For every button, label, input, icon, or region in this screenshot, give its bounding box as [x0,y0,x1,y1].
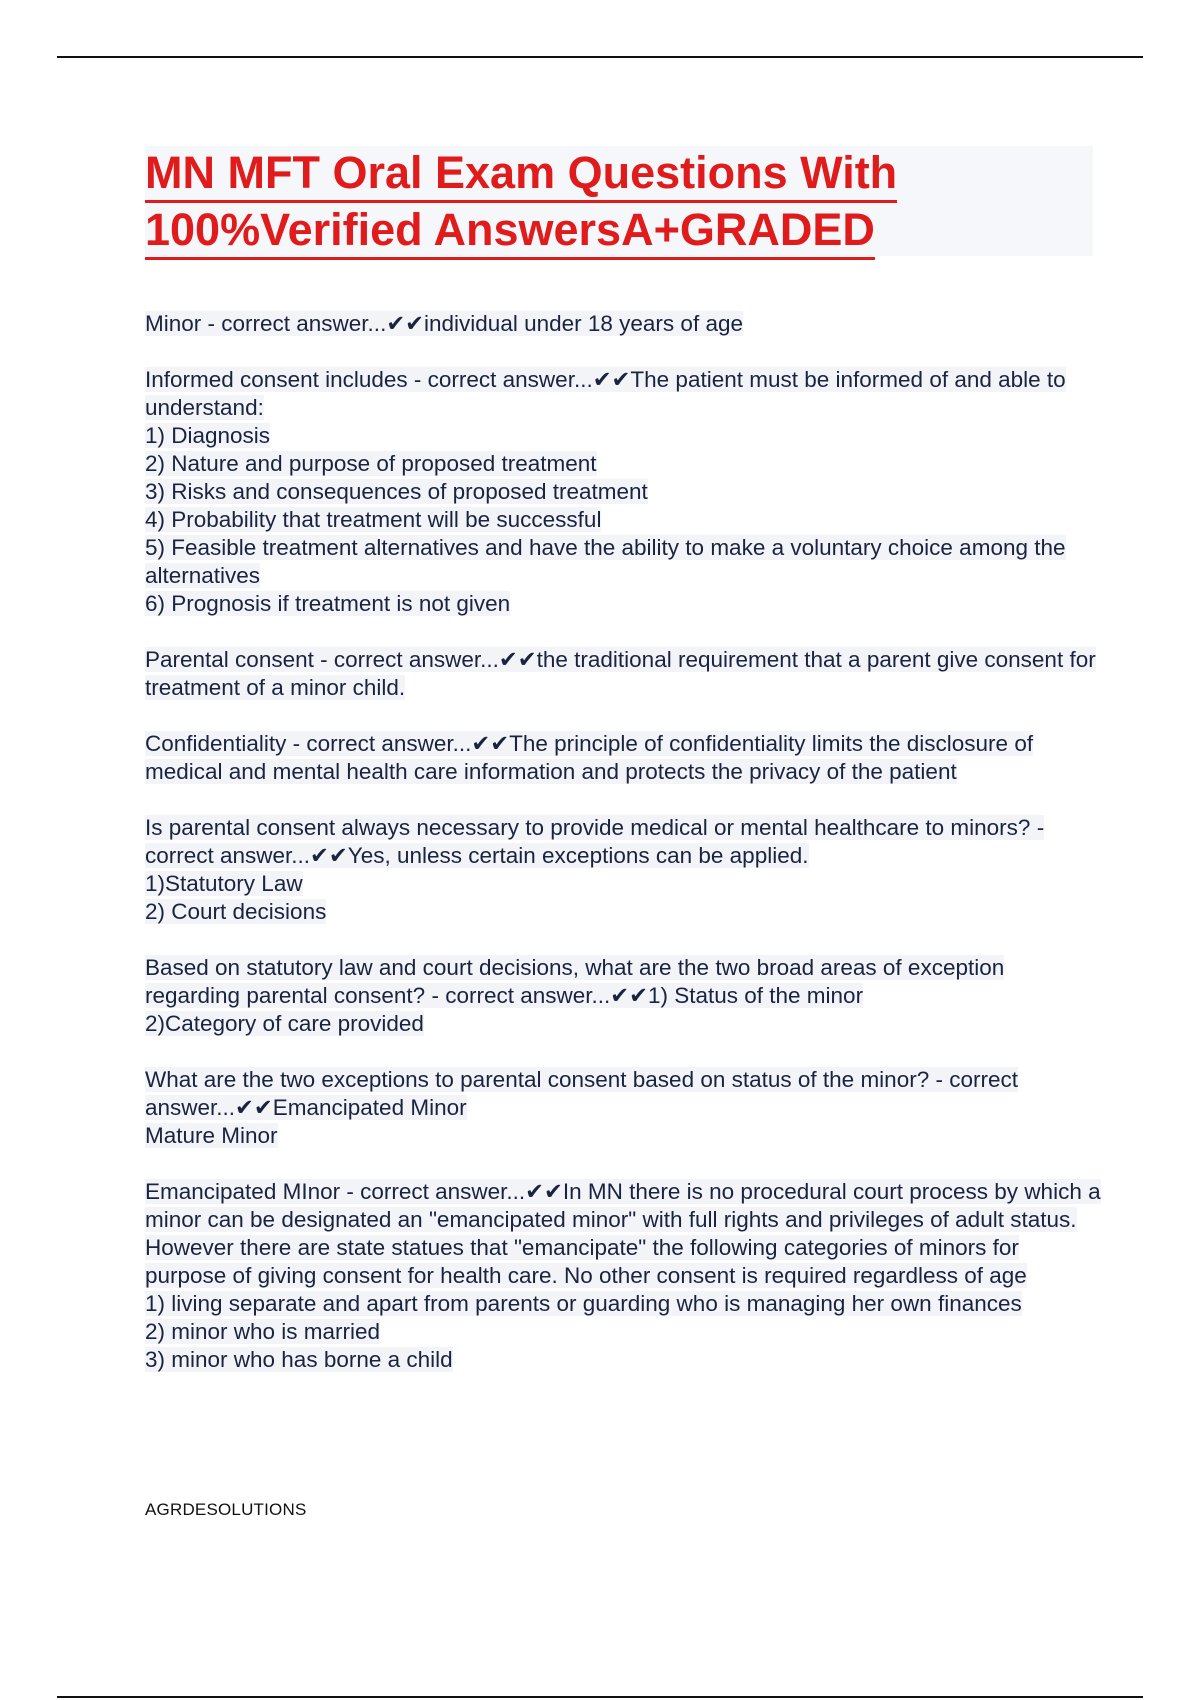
qa-list-item: 5) Feasible treatment alternatives and have the ability to make a voluntary choice among the alternatives [145,535,1066,588]
qa-list-item: 4) Probability that treatment will be successful [145,507,602,532]
qa-text: Emancipated MInor - correct answer...✔✔In MN there is no procedural court process by which a minor can be designated an "emancipated minor" with full rights and privileges of adult status. However there are state statues that "emancipate" the following categories of minors for purpose of giving consent for health care. No other consent is required regardless of age [145,1179,1101,1288]
bottom-rule [57,1696,1143,1698]
qa-list-item: 6) Prognosis if treatment is not given [145,591,511,616]
qa-item [145,310,1105,338]
qa-list-item: Mature Minor [145,1123,278,1148]
qa-item [145,1066,1105,1150]
qa-item [145,814,1105,926]
document-title [145,146,1093,256]
qa-list [145,310,1105,1402]
qa-text: Is parental consent always necessary to provide medical or mental healthcare to minors? - correct answer...✔✔Yes, unless certain exceptions can be applied. [145,815,1045,868]
qa-list-item: 2)Category of care provided [145,1011,424,1036]
qa-list-item: 1)Statutory Law [145,871,303,896]
footer-watermark: AGRDESOLUTIONS [145,1500,307,1519]
top-rule [57,56,1143,58]
qa-text: What are the two exceptions to parental consent based on status of the minor? - correct answer...✔✔Emancipated Minor [145,1067,1018,1120]
qa-item [145,730,1105,786]
qa-item [145,646,1105,702]
qa-item [145,366,1105,618]
qa-list-item: 3) Risks and consequences of proposed treatment [145,479,648,504]
title-line-1: MN MFT Oral Exam Questions With [145,146,897,203]
qa-list-item: 2) minor who is married [145,1319,381,1344]
qa-list-item: 2) Nature and purpose of proposed treatment [145,451,597,476]
qa-text: Confidentiality - correct answer...✔✔The principle of confidentiality limits the disclosure of medical and mental health care information and protects the privacy of the patient [145,731,1034,784]
qa-list-item: 2) Court decisions [145,899,327,924]
title-line-2: 100%Verified AnswersA+GRADED [145,203,875,260]
qa-text: Parental consent - correct answer...✔✔the traditional requirement that a parent give consent for treatment of a minor child. [145,647,1096,700]
qa-list-item: 1) living separate and apart from parents or guarding who is managing her own finances [145,1291,1022,1316]
qa-text: Minor - correct answer...✔✔individual under 18 years of age [145,311,743,336]
qa-list-item: 3) minor who has borne a child [145,1347,453,1372]
qa-text: Informed consent includes - correct answer...✔✔The patient must be informed of and able to understand: [145,367,1066,420]
qa-list-item: 1) Diagnosis [145,423,271,448]
qa-item [145,1178,1105,1374]
qa-item [145,954,1105,1038]
qa-text: Based on statutory law and court decisions, what are the two broad areas of exception regarding parental consent? - correct answer...✔✔1) Status of the minor [145,955,1005,1008]
